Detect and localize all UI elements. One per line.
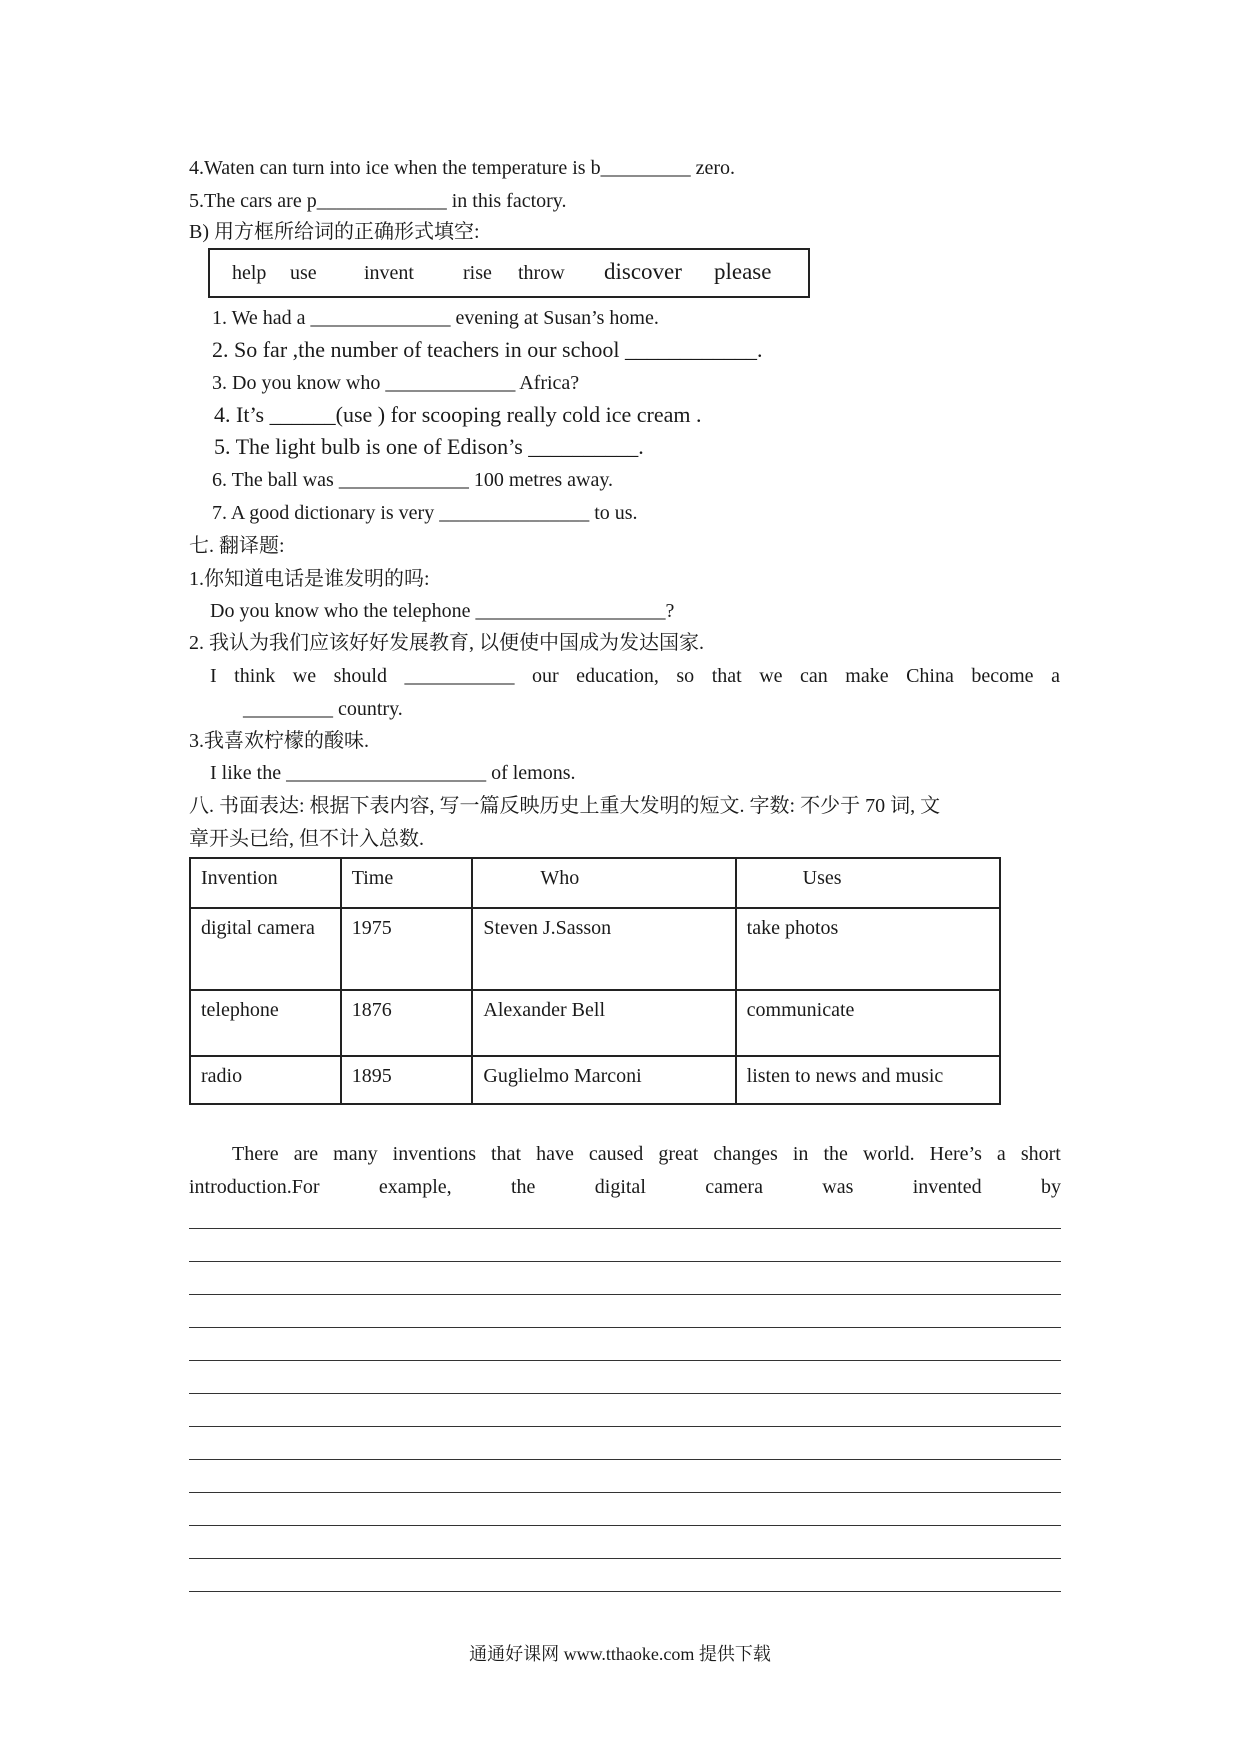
invention-table <box>189 857 1001 1105</box>
cell-invention: radio <box>190 1056 341 1104</box>
intro-word: are <box>293 1143 319 1165</box>
intro-word: a <box>996 1143 1006 1165</box>
intro-line1 <box>232 1141 1061 1167</box>
cell-time: 1876 <box>341 990 473 1056</box>
intro-word: Here’s <box>929 1143 982 1165</box>
q2-word: China <box>906 665 954 687</box>
writing-line <box>189 1261 1061 1262</box>
q2-word: that <box>711 665 742 687</box>
intro-word: short <box>1020 1143 1061 1165</box>
intro-word: digital <box>594 1176 646 1198</box>
footer-download-note: 通通好课网 www.tthaoke.com 提供下载 <box>469 1644 771 1664</box>
intro-word: world. <box>862 1143 915 1165</box>
q2-word: a <box>1051 665 1060 687</box>
intro-line2 <box>189 1174 1061 1200</box>
q2-word: should <box>333 665 387 687</box>
question-b2: 2. So far ,the number of teachers in our school ____________. <box>212 337 763 362</box>
intro-word: the <box>823 1143 848 1165</box>
header-time: Time <box>341 858 473 908</box>
translation-q2-en <box>210 663 1060 689</box>
q2-word: our <box>531 665 559 687</box>
word-use: use <box>290 262 317 284</box>
intro-word: was <box>822 1176 854 1198</box>
question-b6: 6. The ball was _____________ 100 metres away. <box>212 469 614 491</box>
writing-line <box>189 1360 1061 1361</box>
cell-uses: communicate <box>736 990 1000 1056</box>
intro-word: introduction.For <box>189 1176 320 1198</box>
intro-word: great <box>658 1143 699 1165</box>
translation-q1-cn: 1.你知道电话是谁发明的吗: <box>189 568 430 590</box>
question-b5: 5. The light bulb is one of Edison’s __________. <box>214 434 644 459</box>
intro-word: the <box>510 1176 536 1198</box>
section-7-heading: 七. 翻译题: <box>189 535 285 557</box>
writing-line <box>189 1294 1061 1295</box>
writing-line <box>189 1492 1061 1493</box>
cell-invention: digital camera <box>190 908 341 990</box>
word-rise: rise <box>463 262 492 284</box>
cell-who: Steven J.Sasson <box>472 908 735 990</box>
cell-who: Alexander Bell <box>472 990 735 1056</box>
cell-who: Guglielmo Marconi <box>472 1056 735 1104</box>
intro-word: caused <box>588 1143 644 1165</box>
intro-word: have <box>536 1143 574 1165</box>
word-discover: discover <box>604 259 682 284</box>
table-row <box>190 990 1000 1056</box>
question-b7: 7. A good dictionary is very _______________ to us. <box>212 502 638 524</box>
q2-word: we <box>759 665 783 687</box>
q2-word: can <box>800 665 828 687</box>
word-box <box>208 248 810 298</box>
translation-q1-en: Do you know who the telephone ___________________? <box>210 600 675 622</box>
writing-line <box>189 1426 1061 1427</box>
writing-line <box>189 1327 1061 1328</box>
translation-q3-en: I like the ____________________ of lemons. <box>210 762 576 784</box>
intro-word: There <box>232 1143 279 1165</box>
header-invention: Invention <box>190 858 341 908</box>
word-help: help <box>232 262 267 284</box>
intro-word: many <box>333 1143 378 1165</box>
question-a4: 4.Waten can turn into ice when the temperature is b_________ zero. <box>189 157 735 179</box>
intro-word: by <box>1040 1176 1061 1198</box>
translation-q2-cn: 2. 我认为我们应该好好发展教育, 以便使中国成为发达国家. <box>189 632 704 654</box>
header-who: Who <box>472 858 735 908</box>
intro-word: changes <box>713 1143 778 1165</box>
question-b1: 1. We had a ______________ evening at Susan’s home. <box>212 307 659 329</box>
table-row <box>190 1056 1000 1104</box>
writing-line <box>189 1525 1061 1526</box>
section-8-heading-line2: 章开头已给, 但不计入总数. <box>189 828 424 850</box>
cell-uses: listen to news and music <box>736 1056 1000 1104</box>
q2-word: become <box>971 665 1034 687</box>
intro-word: in <box>792 1143 809 1165</box>
section-b-heading: B) 用方框所给词的正确形式填空: <box>189 221 480 243</box>
intro-word: inventions <box>392 1143 476 1165</box>
q2-word: I <box>210 665 217 687</box>
writing-line <box>189 1558 1061 1559</box>
intro-word: that <box>491 1143 522 1165</box>
intro-word: camera <box>705 1176 763 1198</box>
cell-invention: telephone <box>190 990 341 1056</box>
table-header-row <box>190 858 1000 908</box>
intro-word: example, <box>378 1176 452 1198</box>
q2-word: so <box>676 665 695 687</box>
word-throw: throw <box>518 262 565 284</box>
word-please: please <box>714 259 772 284</box>
question-b3: 3. Do you know who _____________ Africa? <box>212 372 580 394</box>
writing-line <box>189 1228 1061 1229</box>
q2-word: we <box>292 665 317 687</box>
cell-time: 1975 <box>341 908 473 990</box>
cell-uses: take photos <box>736 908 1000 990</box>
translation-q3-cn: 3.我喜欢柠檬的酸味. <box>189 730 369 752</box>
table-row <box>190 908 1000 990</box>
question-a5: 5.The cars are p_____________ in this factory. <box>189 190 567 212</box>
question-b4: 4. It’s ______(use ) for scooping really cold ice cream . <box>214 402 702 427</box>
q2-word: make <box>845 665 889 687</box>
section-8-heading-line1: 八. 书面表达: 根据下表内容, 写一篇反映历史上重大发明的短文. 字数: 不少于 70 词, 文 <box>189 795 941 817</box>
q2-word: education, <box>576 665 659 687</box>
q2-word: think <box>234 665 276 687</box>
q2-word: ___________ <box>404 665 515 687</box>
writing-line <box>189 1393 1061 1394</box>
writing-line <box>189 1591 1061 1592</box>
writing-line <box>189 1459 1061 1460</box>
word-invent: invent <box>364 262 414 284</box>
header-uses: Uses <box>736 858 1000 908</box>
cell-time: 1895 <box>341 1056 473 1104</box>
translation-q2-en-cont: _________ country. <box>243 698 403 720</box>
intro-word: invented <box>912 1176 982 1198</box>
